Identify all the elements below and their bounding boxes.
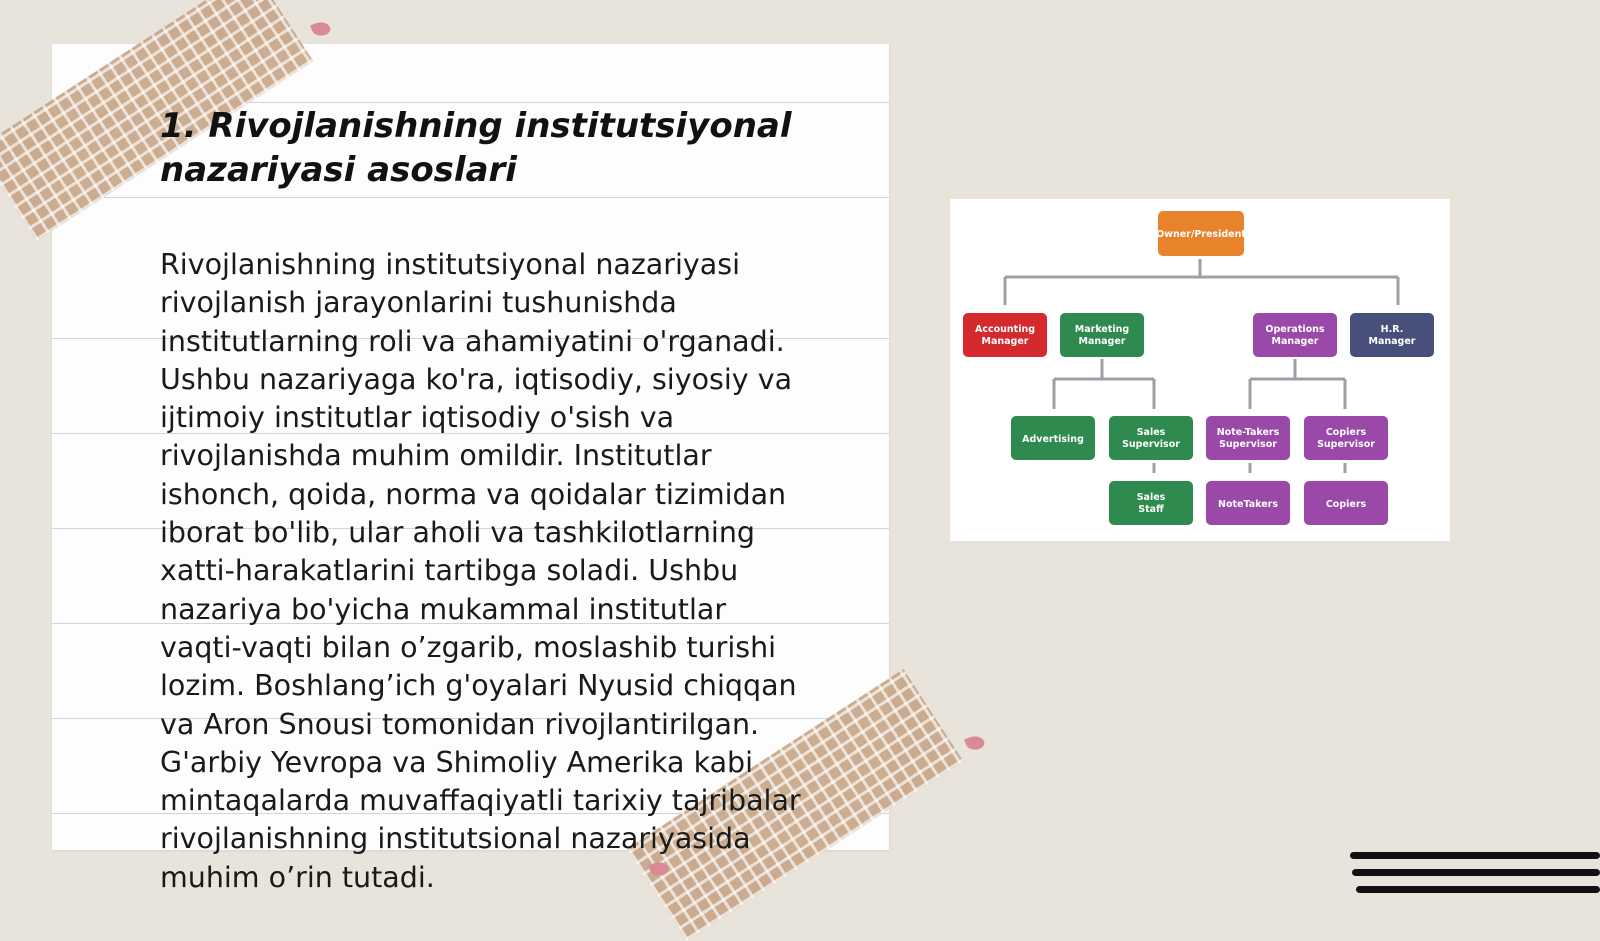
- org-chart-svg: [950, 199, 1450, 541]
- node-label: Supervisor: [1317, 439, 1375, 450]
- body-line: mintaqalarda muvaffaqiyatli tarixiy tajribalar: [160, 784, 801, 818]
- body-line: va Aron Snousi tomonidan rivojlantirilgan.: [160, 707, 760, 741]
- node-label: Note-Takers: [1216, 427, 1280, 438]
- body-line: rivojlanishda muhim omildir. Institutlar: [160, 439, 712, 473]
- node-copiers: [1303, 480, 1389, 526]
- node-label: Accounting: [974, 324, 1036, 335]
- node-label: Advertising: [1022, 434, 1084, 445]
- node-label: Supervisor: [1122, 439, 1180, 450]
- tape-end-decoration: [964, 733, 986, 752]
- node-label: Owner/President: [1156, 229, 1246, 240]
- body-line: rivojlanishning institutsional nazariyasida: [160, 822, 751, 856]
- body-line: ishonch, qoida, norma va qoidalar tizimidan: [160, 477, 787, 511]
- decorative-brush-stroke: [1350, 852, 1600, 859]
- node-label: Manager: [1368, 336, 1416, 347]
- slide-title: [160, 104, 800, 192]
- body-line: muhim o’rin tutadi.: [160, 860, 435, 894]
- body-line: G'arbiy Yevropa va Shimoliy Amerika kabi: [160, 745, 754, 779]
- node-sales-supervisor: [1108, 415, 1194, 461]
- node-hr-manager: [1349, 312, 1435, 358]
- slide-body-text: [160, 246, 840, 897]
- decorative-brush-stroke: [1352, 869, 1600, 876]
- node-label: Sales: [1136, 492, 1166, 503]
- tape-end-decoration: [310, 19, 332, 38]
- node-operations-manager: [1252, 312, 1338, 358]
- node-advertising: [1010, 415, 1096, 461]
- decorative-brush-stroke: [1356, 886, 1600, 893]
- node-label: Copiers: [1325, 499, 1367, 510]
- body-line: xatti-harakatlarini tartibga soladi. Ushbu: [160, 554, 739, 588]
- node-label: NoteTakers: [1218, 499, 1278, 510]
- node-copiers-supervisor: [1303, 415, 1389, 461]
- slide-title-line: nazariyasi asoslari: [160, 150, 517, 190]
- org-chart-image: [950, 199, 1450, 541]
- node-label: Marketing: [1074, 324, 1130, 335]
- node-accounting-manager: [962, 312, 1048, 358]
- node-label: Supervisor: [1219, 439, 1277, 450]
- body-line: rivojlanish jarayonlarini tushunishda: [160, 286, 677, 320]
- node-label: Manager: [981, 336, 1029, 347]
- node-label: Sales: [1136, 427, 1166, 438]
- body-line: lozim. Boshlang’ich g'oyalari Nyusid chiqqan: [160, 669, 797, 703]
- body-line: nazariya bo'yicha mukammal institutlar: [160, 592, 727, 626]
- node-label: Staff: [1138, 504, 1164, 515]
- node-notetakers-supervisor: [1205, 415, 1291, 461]
- node-marketing-manager: [1059, 312, 1145, 358]
- body-line: ijtimoiy institutlar iqtisodiy o'sish va: [160, 401, 675, 435]
- body-line: Rivojlanishning institutsiyonal nazariyasi: [160, 248, 741, 281]
- slide-title-line: 1. Rivojlanishning institutsiyonal: [160, 106, 792, 146]
- node-label: H.R.: [1380, 324, 1404, 335]
- node-label: Manager: [1271, 336, 1319, 347]
- body-line: iborat bo'lib, ular aholi va tashkilotlarning: [160, 516, 755, 550]
- body-line: institutlarning roli va ahamiyatini o'rganadi.: [160, 324, 785, 358]
- node-label: Operations: [1265, 324, 1325, 335]
- node-label: Manager: [1078, 336, 1126, 347]
- node-label: Copiers: [1325, 427, 1367, 438]
- node-sales-staff: [1108, 480, 1194, 526]
- node-owner-president: [1156, 210, 1246, 257]
- body-line: Ushbu nazariyaga ko'ra, iqtisodiy, siyosiy va: [160, 362, 793, 396]
- body-line: vaqti-vaqti bilan o’zgarib, moslashib turishi: [160, 630, 777, 664]
- node-notetakers: [1205, 480, 1291, 526]
